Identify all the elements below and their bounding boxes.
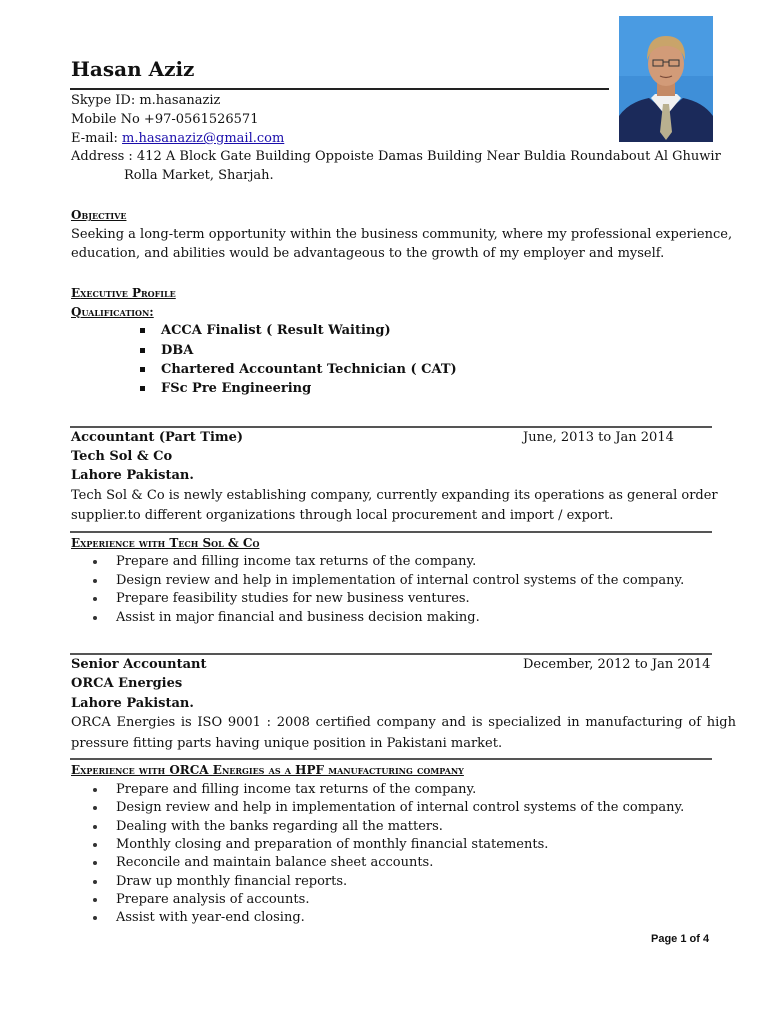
bullet-square [140, 328, 145, 333]
duty-item: Design review and help in implementation of internal control systems of the company. [116, 800, 685, 815]
duty-item: Dealing with the banks regarding all the matters. [116, 819, 443, 834]
bullet-dot [93, 788, 97, 792]
bullet-dot [93, 806, 97, 810]
job-dates: December, 2012 to Jan 2014 [523, 657, 711, 672]
bullet-square [140, 386, 145, 391]
bullet-dot [93, 597, 97, 601]
qualification-heading: Qualification: [71, 305, 154, 319]
duty-item: Assist in major financial and business decision making. [116, 610, 480, 625]
duty-item: Prepare analysis of accounts. [116, 892, 310, 907]
company-location: Lahore Pakistan. [71, 468, 194, 483]
address-line-2: Rolla Market, Sharjah. [124, 168, 274, 183]
executive-profile-heading: Executive Profile [71, 286, 176, 300]
company-description-2: pressure fitting parts having unique position in Pakistani market. [71, 736, 503, 751]
company-description-1: ORCA Energies is ISO 9001 : 2008 certified company and is specialized in manufacturing of high [71, 715, 736, 730]
email-line [71, 131, 284, 146]
candidate-name: Hasan Aziz [71, 57, 195, 81]
profile-photo [619, 16, 713, 142]
company-name: ORCA Energies [71, 676, 183, 691]
bullet-dot [93, 843, 97, 847]
objective-heading: Objective [71, 208, 127, 222]
section-divider [70, 531, 712, 533]
email-label: E-mail: [71, 131, 123, 146]
company-description-1: Tech Sol & Co is newly establishing company, currently expanding its operations as general order [71, 488, 718, 503]
objective-text-1: Seeking a long-term opportunity within the business community, where my professional experience, [71, 227, 733, 242]
duty-item: Monthly closing and preparation of monthly financial statements. [116, 837, 549, 852]
bullet-square [140, 348, 145, 353]
objective-text-2: education, and abilities would be advantageous to the growth of my employer and myself. [71, 246, 665, 261]
qualification-item: FSc Pre Engineering [161, 381, 312, 396]
experience-heading: Experience with Tech Sol & Co [71, 536, 260, 550]
email-link[interactable]: m.hasanaziz@gmail.com [122, 131, 285, 146]
job-title: Accountant (Part Time) [71, 430, 244, 445]
section-divider [70, 426, 712, 428]
bullet-square [140, 367, 145, 372]
duty-item: Assist with year-end closing. [116, 910, 305, 925]
qualification-item: DBA [161, 343, 194, 358]
skype-id: Skype ID: m.hasanaziz [71, 93, 221, 108]
page-number: Page 1 of 4 [651, 933, 710, 945]
bullet-dot [93, 898, 97, 902]
bullet-dot [93, 579, 97, 583]
duty-item: Prepare feasibility studies for new business ventures. [116, 591, 470, 606]
address-line-1: Address : 412 A Block Gate Building Oppoiste Damas Building Near Buldia Roundabout Al Ghuwir [71, 149, 721, 164]
job-title: Senior Accountant [71, 657, 207, 672]
qualification-item: ACCA Finalist ( Result Waiting) [161, 323, 391, 338]
company-name: Tech Sol & Co [71, 449, 173, 464]
bullet-dot [93, 861, 97, 865]
duty-item: Reconcile and maintain balance sheet accounts. [116, 855, 434, 870]
experience-heading: Experience with ORCA Energies as a HPF manufacturing company [71, 763, 464, 777]
bullet-dot [93, 825, 97, 829]
company-description-2: supplier.to different organizations through local procurement and import / export. [71, 508, 614, 523]
bullet-dot [93, 916, 97, 920]
section-divider [70, 653, 712, 655]
duty-item: Prepare and filling income tax returns of the company. [116, 554, 477, 569]
section-divider [70, 758, 712, 760]
header-rule [70, 88, 609, 90]
bullet-dot [93, 616, 97, 620]
qualification-item: Chartered Accountant Technician ( CAT) [161, 362, 457, 377]
job-dates: June, 2013 to Jan 2014 [523, 430, 674, 445]
duty-item: Draw up monthly financial reports. [116, 874, 348, 889]
duty-item: Prepare and filling income tax returns of the company. [116, 782, 477, 797]
company-location: Lahore Pakistan. [71, 696, 194, 711]
bullet-dot [93, 880, 97, 884]
duty-item: Design review and help in implementation of internal control systems of the company. [116, 573, 685, 588]
bullet-dot [93, 560, 97, 564]
mobile-number: Mobile No +97-0561526571 [71, 112, 259, 127]
